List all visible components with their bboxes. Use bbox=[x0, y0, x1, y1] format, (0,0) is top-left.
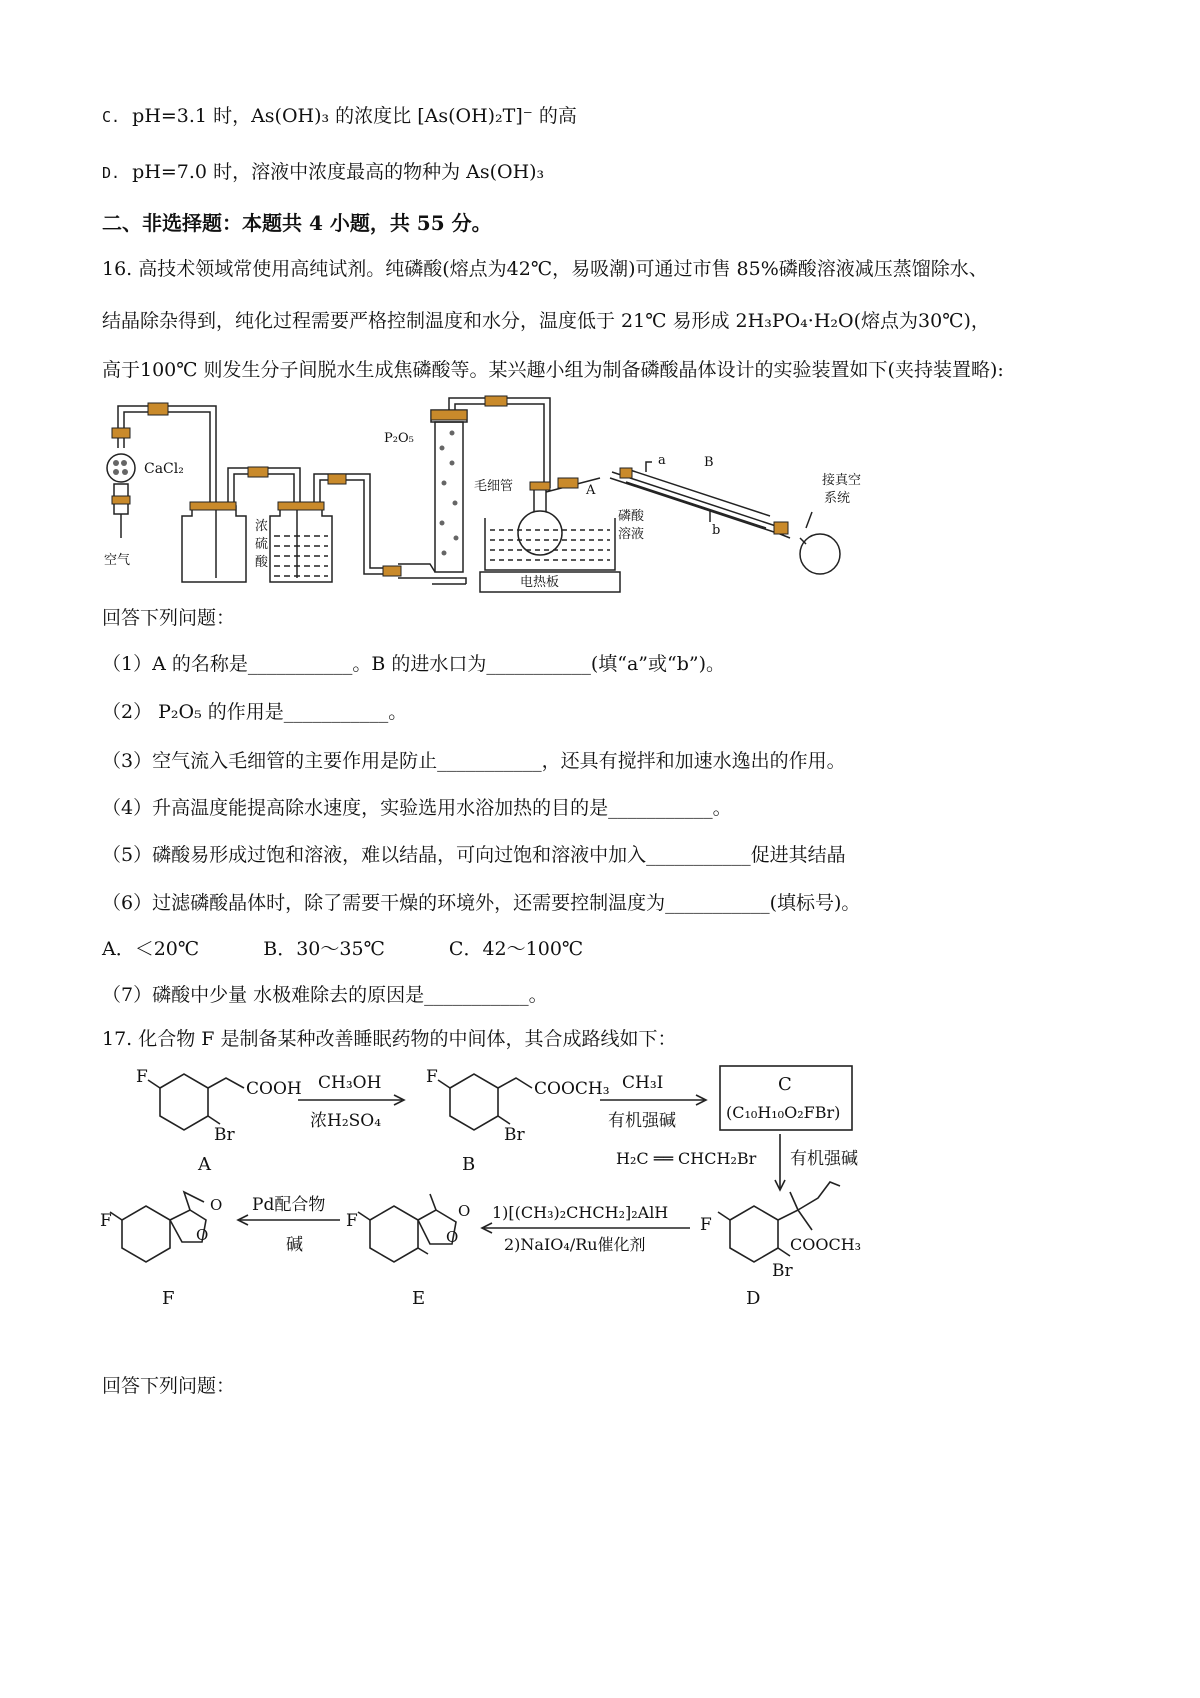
label-hotplate: 电热板 bbox=[520, 575, 560, 590]
choice-c: C．42～100℃ bbox=[448, 938, 584, 960]
choice-b: B．30～35℃ bbox=[263, 938, 385, 960]
label-capillary: 毛细管 bbox=[474, 479, 514, 494]
f-o-carbonyl: O bbox=[210, 1196, 223, 1214]
step2-bottom: 有机强碱 bbox=[608, 1111, 676, 1131]
b-cooch3: COOCH₃ bbox=[534, 1079, 610, 1099]
step5-bottom: 碱 bbox=[286, 1235, 303, 1255]
label-cmpd-d: D bbox=[746, 1288, 761, 1309]
q17-stem: 17. 化合物 F 是制备某种改善睡眠药物的中间体，其合成路线如下： bbox=[102, 1028, 677, 1050]
option-c-text: pH=3.1 时，As(OH)₃ 的浓度比 [As(OH)₂T]⁻ 的高 bbox=[132, 105, 577, 127]
option-d-letter: D. bbox=[102, 164, 121, 182]
step3-condition: 有机强碱 bbox=[790, 1149, 858, 1169]
label-cmpd-b: B bbox=[462, 1154, 476, 1175]
d-f: F bbox=[700, 1215, 712, 1235]
step4-top: 1)[(CH₃)₂CHCH₂]₂AlH bbox=[492, 1203, 669, 1222]
q17-answer-prompt: 回答下列问题： bbox=[102, 1375, 236, 1397]
q16-sub1: （1）A 的名称是___________。B 的进水口为___________(填“a”或“b”)。 bbox=[102, 653, 726, 675]
label-vacuum-2: 系统 bbox=[824, 491, 851, 506]
section2-heading: 二、非选择题：本题共 4 小题，共 55 分。 bbox=[102, 211, 492, 235]
q16-stem-line3: 高于100℃ 则发生分子间脱水生成焦磷酸等。某兴趣小组为制备磷酸晶体设计的实验装置如下(夹持装置略): bbox=[102, 359, 1004, 381]
label-cmpd-a: A bbox=[198, 1154, 211, 1175]
c-label: C bbox=[778, 1074, 792, 1095]
d-cooch3: COOCH₃ bbox=[790, 1235, 862, 1254]
q16-sub6: （6）过滤磷酸晶体时，除了需要干燥的环境外，还需要控制温度为___________(填标号)。 bbox=[102, 892, 861, 914]
label-vacuum-1: 接真空 bbox=[822, 473, 862, 488]
a-br: Br bbox=[214, 1125, 235, 1145]
q16-sub3: （3）空气流入毛细管的主要作用是防止___________，还具有搅拌和加速水逸出的作用。 bbox=[102, 750, 846, 772]
label-conc-acid-3: 酸 bbox=[255, 555, 269, 570]
q16-stem-line2: 结晶除杂得到，纯化过程需要严格控制温度和水分，温度低于 21℃ 易形成 2H₃PO₄·H₂O(熔点为30℃)， bbox=[102, 310, 990, 332]
label-conc-acid-2: 硫 bbox=[255, 537, 269, 552]
e-o-carbonyl: O bbox=[458, 1202, 471, 1220]
d-br: Br bbox=[772, 1261, 793, 1281]
option-c-letter: C. bbox=[102, 108, 121, 126]
label-a: A bbox=[586, 483, 596, 498]
q16-sub7: （7）磷酸中少量 水极难除去的原因是___________。 bbox=[102, 984, 548, 1006]
label-cmpd-f: F bbox=[162, 1288, 175, 1309]
a-cooh: COOH bbox=[246, 1079, 302, 1099]
f-f: F bbox=[100, 1211, 112, 1231]
step4-bottom: 2)NaIO₄/Ru催化剂 bbox=[504, 1235, 646, 1254]
step1-bottom: 浓H₂SO₄ bbox=[310, 1111, 382, 1131]
step2-top: CH₃I bbox=[622, 1073, 664, 1093]
apparatus-diagram bbox=[100, 388, 900, 598]
f-o-ring: O bbox=[196, 1226, 209, 1244]
label-cacl2: CaCl₂ bbox=[144, 461, 184, 477]
step3-reagent: H₂C ══ CHCH₂Br bbox=[616, 1149, 757, 1168]
q16-choices bbox=[102, 937, 583, 961]
c-formula: (C₁₀H₁₀O₂FBr) bbox=[726, 1103, 841, 1122]
choice-a: A．＜20℃ bbox=[102, 938, 200, 960]
b-f: F bbox=[426, 1067, 438, 1087]
step1-top: CH₃OH bbox=[318, 1073, 382, 1093]
step5-top: Pd配合物 bbox=[252, 1195, 326, 1215]
a-f: F bbox=[136, 1067, 148, 1087]
label-air: 空气 bbox=[104, 553, 131, 568]
label-port-a: a bbox=[658, 453, 666, 468]
b-br: Br bbox=[504, 1125, 525, 1145]
label-p2o5: P₂O₅ bbox=[384, 431, 414, 446]
label-conc-acid-1: 浓 bbox=[255, 519, 269, 534]
label-phos-2: 溶液 bbox=[618, 527, 645, 542]
synthesis-scheme bbox=[100, 1060, 1000, 1320]
label-phos-1: 磷酸 bbox=[618, 509, 645, 524]
option-d bbox=[102, 160, 544, 185]
e-f: F bbox=[346, 1211, 358, 1231]
option-d-text: pH=7.0 时，溶液中浓度最高的物种为 As(OH)₃ bbox=[132, 161, 545, 183]
label-b: B bbox=[704, 455, 714, 470]
label-port-b: b bbox=[712, 523, 721, 538]
q16-sub5: （5）磷酸易形成过饱和溶液，难以结晶，可向过饱和溶液中加入___________促进其结晶 bbox=[102, 844, 846, 866]
e-o-ring: O bbox=[446, 1228, 459, 1246]
q16-sub4: （4）升高温度能提高除水速度，实验选用水浴加热的目的是___________。 bbox=[102, 797, 732, 819]
q16-sub2: （2） P₂O₅ 的作用是___________。 bbox=[102, 701, 408, 723]
option-c bbox=[102, 104, 577, 129]
label-cmpd-e: E bbox=[412, 1288, 426, 1309]
q16-answer-prompt: 回答下列问题： bbox=[102, 607, 236, 629]
q16-stem-line1: 16. 高技术领域常使用高纯试剂。纯磷酸(熔点为42℃，易吸潮)可通过市售 85%磷酸溶液减压蒸馏除水、 bbox=[102, 258, 988, 280]
